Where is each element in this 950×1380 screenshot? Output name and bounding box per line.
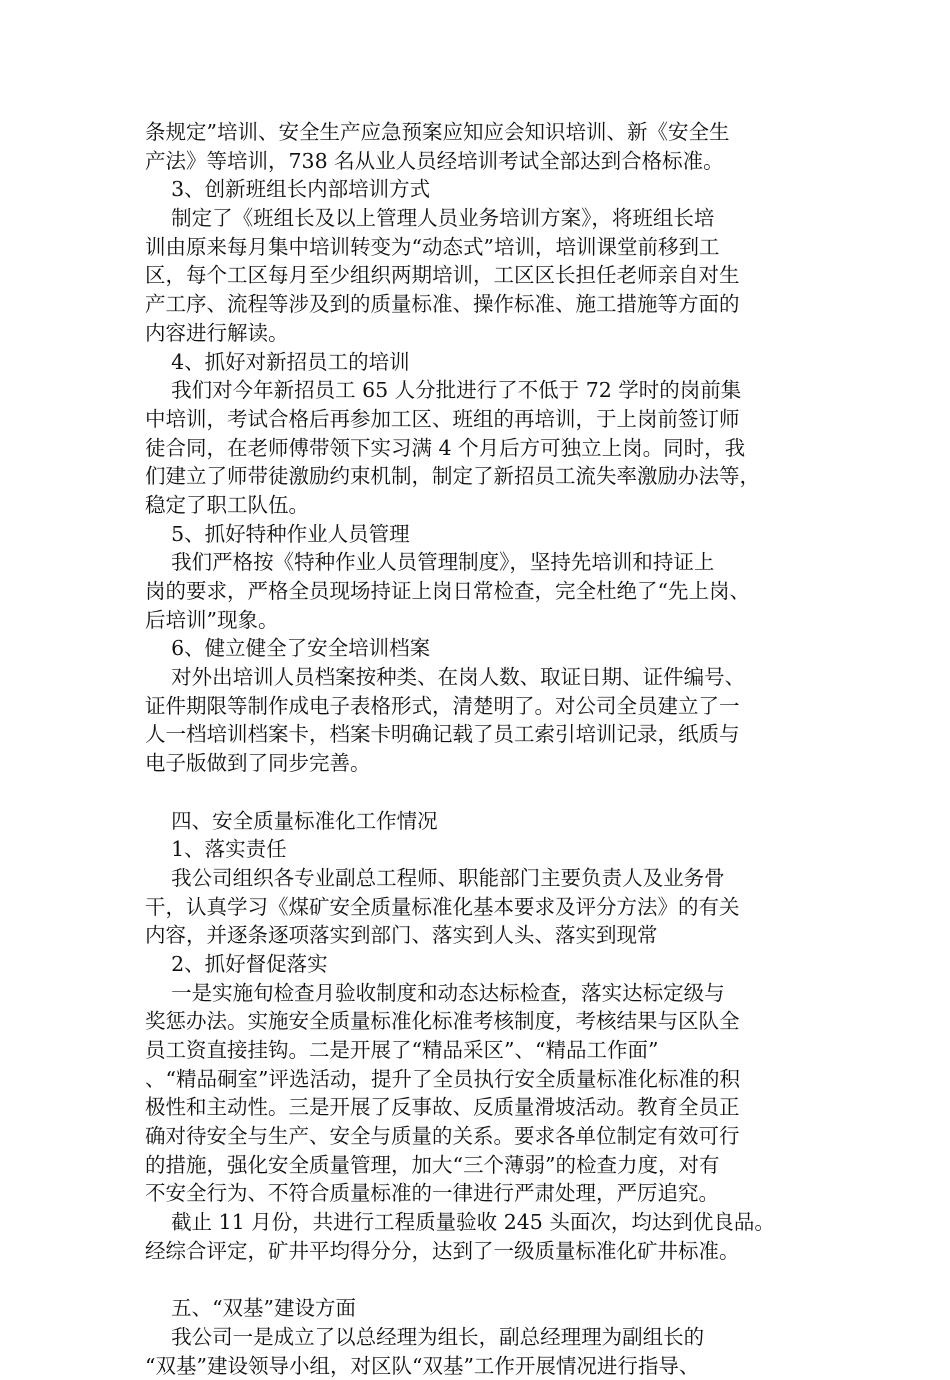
section-heading: 1、落实责任 bbox=[145, 837, 287, 862]
blank-line bbox=[145, 1266, 825, 1295]
text-line: 截止 11 月份，共进行工程质量验收 245 头面次，均达到优良品。 bbox=[145, 1210, 775, 1235]
text-line: 奖惩办法。实施安全质量标准化标准考核制度，考核结果与区队全 bbox=[145, 1009, 740, 1034]
text-line: 一是实施旬检查月验收制度和动态达标检查，落实达标定级与 bbox=[145, 980, 725, 1005]
text-line: 稳定了职工队伍。 bbox=[145, 492, 309, 517]
text-line: 、“精品硐室”评选活动，提升了全员执行安全质量标准化标准的积 bbox=[145, 1066, 740, 1091]
text-line: 条规定”培训、安全生产应急预案应知应会知识培训、新《安全生 bbox=[145, 120, 730, 144]
text-line: 制定了《班组长及以上管理人员业务培训方案》，将班组长培 bbox=[145, 206, 715, 231]
section-heading: 五、“双基”建设方面 bbox=[145, 1296, 357, 1321]
text-line: 极性和主动性。三是开展了反事故、反质量滑坡活动。教育全员正 bbox=[145, 1095, 740, 1120]
text-line: 我公司一是成立了以总经理为组长，副总经理理为副组长的 bbox=[145, 1324, 705, 1349]
section-heading: 5、抓好特种作业人员管理 bbox=[145, 521, 410, 546]
text-line: 区，每个工区每月至少组织两期培训，工区区长担任老师亲自对生 bbox=[145, 263, 740, 288]
text-line: 干，认真学习《煤矿安全质量标准化基本要求及评分方法》的有关 bbox=[145, 894, 740, 919]
text-line: 不安全行为、不符合质量标准的一律进行严肃处理，严厉追究。 bbox=[145, 1181, 719, 1206]
section-heading: 四、安全质量标准化工作情况 bbox=[145, 808, 438, 833]
section-heading: 6、健立健全了安全培训档案 bbox=[145, 636, 431, 661]
text-line: 证件期限等制作成电子表格形式，清楚明了。对公司全员建立了一 bbox=[145, 693, 740, 718]
text-line: 内容进行解读。 bbox=[145, 320, 289, 345]
section-heading: 2、抓好督促落实 bbox=[145, 951, 328, 976]
text-line: 我公司组织各专业副总工程师、职能部门主要负责人及业务骨 bbox=[145, 865, 725, 890]
document-body bbox=[145, 118, 825, 1380]
text-line: 员工资直接挂钩。二是开展了“精品采区”、“精品工作面” bbox=[145, 1038, 659, 1062]
text-line: 产法》等培训，738 名从业人员经培训考试全部达到合格标准。 bbox=[145, 148, 724, 173]
text-line: 经综合评定，矿井平均得分分，达到了一级质量标准化矿井标准。 bbox=[145, 1238, 740, 1263]
text-line: 徒合同，在老师傅带领下实习满 4 个月后方可独立上岗。同时，我 bbox=[145, 435, 746, 460]
text-line: 电子版做到了同步完善。 bbox=[145, 751, 371, 776]
text-line: 中培训，考试合格后再参加工区、班组的再培训，于上岗前签订师 bbox=[145, 406, 740, 431]
text-line: 确对待安全与生产、安全与质量的关系。要求各单位制定有效可行 bbox=[145, 1124, 740, 1149]
text-line: 产工序、流程等涉及到的质量标准、操作标准、施工措施等方面的 bbox=[145, 292, 740, 317]
text-line: 的措施，强化安全质量管理，加大“三个薄弱”的检查力度，对有 bbox=[145, 1152, 720, 1177]
text-line: 岗的要求，严格全员现场持证上岗日常检查，完全杜绝了“先上岗、 bbox=[145, 579, 750, 603]
text-line: 我们对今年新招员工 65 人分批进行了不低于 72 学时的岗前集 bbox=[145, 378, 742, 403]
section-heading: 3、创新班组长内部培训方式 bbox=[145, 177, 431, 202]
text-line: 后培训”现象。 bbox=[145, 607, 279, 632]
text-line: 们建立了师带徒激励约束机制，制定了新招员工流失率激励办法等， bbox=[145, 464, 760, 489]
section-heading: 4、抓好对新招员工的培训 bbox=[145, 349, 410, 374]
blank-line bbox=[145, 778, 825, 807]
text-line: 人一档培训档案卡，档案卡明确记载了员工索引培训记录，纸质与 bbox=[145, 722, 740, 747]
text-line: 内容，并逐条逐项落实到部门、落实到人头、落实到现常 bbox=[145, 923, 658, 948]
text-line: 训由原来每月集中培训转变为“动态式”培训，培训课堂前移到工 bbox=[145, 234, 720, 259]
text-line: 我们严格按《特种作业人员管理制度》，坚持先培训和持证上 bbox=[145, 550, 715, 575]
text-line: 对外出培训人员档案按种类、在岗人数、取证日期、证件编号、 bbox=[145, 665, 746, 690]
text-line: “双基”建设领导小组，对区队“双基”工作开展情况进行指导、 bbox=[145, 1353, 700, 1378]
